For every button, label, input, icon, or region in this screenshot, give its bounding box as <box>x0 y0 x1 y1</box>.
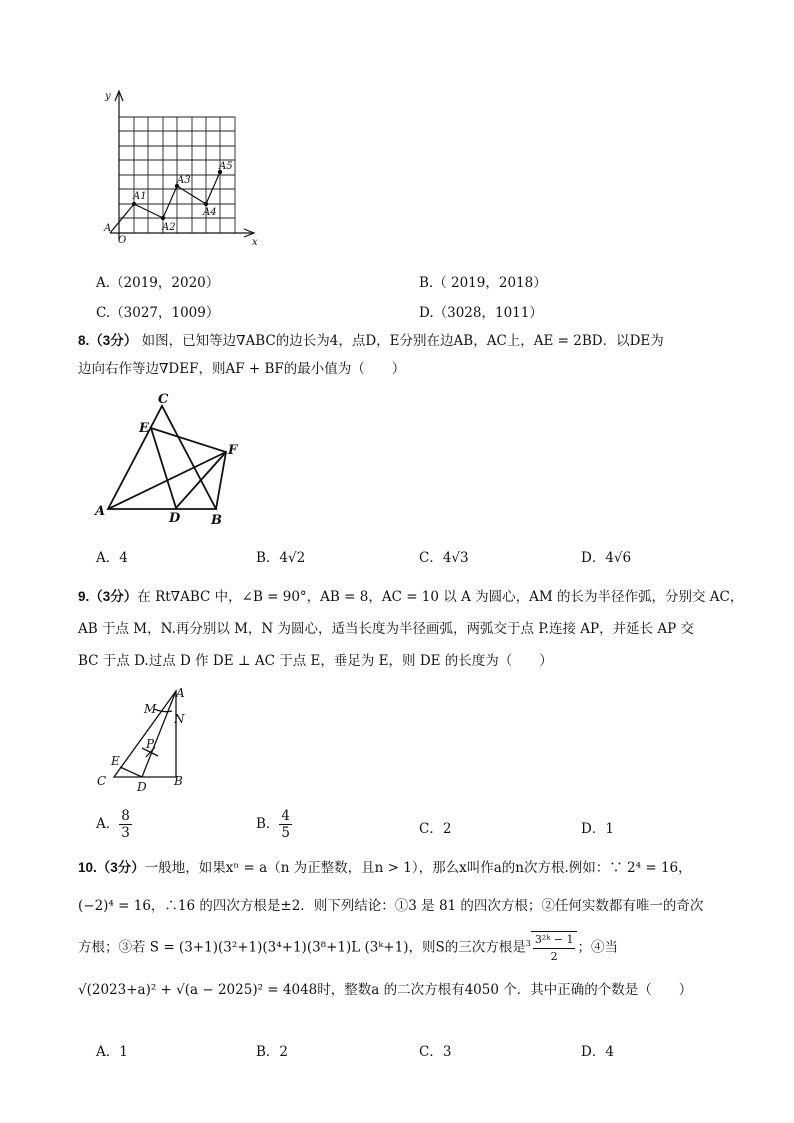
q7-option-d[interactable]: D.（3028，1011） <box>419 305 543 321</box>
q9-option-b-fraction <box>279 808 292 841</box>
q10-text-3a: 方根；③若 S = (3+1)(3²+1)(3⁴+1)(3⁸+1)L (3ᵏ+1)，则S的三次方根是 <box>78 939 526 956</box>
q8-option-b-value: 4√2 <box>279 550 306 566</box>
label-e: E <box>111 754 120 768</box>
q7-option-b[interactable]: B.（ 2019，2018） <box>419 275 547 291</box>
q9-triangle-figure <box>92 685 202 795</box>
q10-cube-root <box>531 931 578 965</box>
q9-text-3: BC 于点 D.过点 D 作 DE ⊥ AC 于点 E，垂足为 E，则 DE 的长度为（ ） <box>78 653 553 669</box>
label-c: C <box>97 774 107 788</box>
q8-option-b[interactable] <box>256 546 305 566</box>
q9-text-2: AB 于点 M，N.再分别以 M，N 为圆心，适当长度为半径画弧，两弧交于点 P.连接 AP，并延长 AP 交 <box>78 621 695 637</box>
q10-text-3b: ；④当 <box>577 939 618 956</box>
q9-option-a-prefix: A． <box>96 816 120 832</box>
q9-option-b-denominator: 5 <box>281 825 291 841</box>
q9-stem <box>78 583 754 675</box>
origin-label: O <box>118 235 127 246</box>
q10-line-1 <box>78 855 754 881</box>
q10-option-b[interactable]: B．2 <box>256 1044 289 1060</box>
y-axis-label: y <box>105 91 111 102</box>
q9-option-a[interactable] <box>96 808 132 841</box>
label-a3: A3 <box>177 175 191 186</box>
label-a: A <box>95 504 106 519</box>
q9-text-1: 在 Rt∇ABC 中，∠B = 90°，AB = 8，AC = 10 以 A 为圆心，AM 的长为半径作弧，分别交 AC， <box>137 589 744 605</box>
q10-text-2: (−2)⁴ = 16，∴16 的四次方根是±2．则下列结论：①3 是 81 的四次方根；②任何实数都有唯一的奇次 <box>78 898 704 914</box>
q10-option-d[interactable]: D．4 <box>581 1044 614 1060</box>
q9-option-a-fraction <box>119 808 132 841</box>
q8-option-d-prefix: D． <box>581 550 606 566</box>
label-e: E <box>139 421 149 436</box>
q8-option-c-value: 4√3 <box>442 550 469 566</box>
label-d: D <box>137 780 147 794</box>
q8-triangle-figure <box>92 392 247 532</box>
q9-line-1 <box>78 583 754 611</box>
q10-score: （3分） <box>96 860 145 875</box>
q9-option-a-numerator: 8 <box>121 808 130 824</box>
label-b: B <box>174 774 183 788</box>
q10-line-3: 方根；③若 S = (3+1)(3²+1)(3⁴+1)(3⁸+1)L (3ᵏ+1)，则S的三次方根是$^3$ $\frac{\text{3²ᵏ − 1}}{2}$ ；④当 <box>78 933 618 963</box>
q10-option-c[interactable]: C．3 <box>419 1044 452 1060</box>
q8-text-2: 边向右作等边∇DEF，则AF + BF的最小值为（ ） <box>78 361 406 377</box>
q9-option-b-prefix: B． <box>256 816 280 832</box>
point-a1 <box>132 202 136 206</box>
q8-number: 8. <box>78 333 90 348</box>
label-c: C <box>158 392 169 407</box>
q7-grid-figure <box>100 85 270 250</box>
q7-option-a[interactable]: A.（2019，2020） <box>96 275 220 291</box>
q10-root-denominator: 2 <box>550 950 558 963</box>
q10-number: 10. <box>78 860 97 875</box>
segment-af <box>108 452 226 509</box>
q9-option-c[interactable]: C．2 <box>419 821 452 837</box>
label-b: B <box>211 513 222 528</box>
perpendicular-de <box>120 767 142 777</box>
start-label: A <box>104 223 112 234</box>
q8-option-a[interactable]: A．4 <box>96 550 128 566</box>
q8-option-c-prefix: C． <box>419 550 443 566</box>
q8-option-c[interactable] <box>419 546 469 566</box>
q10-text-1: 一般地，如果xⁿ = a（n 为正整数，且n > 1），那么x叫作a的n次方根.例如：∵ 2⁴ = 16， <box>144 860 692 876</box>
q9-option-d[interactable]: D．1 <box>581 821 614 837</box>
label-a: A <box>176 686 185 700</box>
q8-score: （3分） <box>89 333 138 348</box>
q7-option-c[interactable]: C.（3027，1009） <box>96 305 220 321</box>
label-a1: A1 <box>133 191 147 202</box>
q8-option-d[interactable] <box>581 546 631 566</box>
point-a2 <box>161 216 165 220</box>
q9-number: 9. <box>78 589 90 604</box>
triangle-def <box>151 428 226 508</box>
q10-stem <box>78 855 754 1003</box>
q8-stem <box>78 327 754 383</box>
q8-text-1: 如图，已知等边∇ABC的边长为4，点D，E分别在边AB，AC上，AE = 2BD．以DE为 <box>141 333 664 349</box>
label-p: P <box>146 737 155 751</box>
q10-option-a[interactable]: A．1 <box>96 1044 128 1060</box>
x-axis-label: x <box>252 237 258 248</box>
q8-option-b-prefix: B． <box>256 550 280 566</box>
label-a5: A5 <box>219 161 233 172</box>
label-n: N <box>174 712 185 726</box>
q8-option-d-value: 4√6 <box>605 550 632 566</box>
q10-text-4: √(2023+a)² + √(a − 2025)² = 4048时，整数a 的二次方根有4050 个．其中正确的个数是（ ） <box>78 982 693 998</box>
q10-root-numerator: 3²ᵏ − 1 <box>533 932 576 949</box>
q9-score: （3分） <box>89 589 138 604</box>
label-d: D <box>169 511 181 526</box>
q8-line-1 <box>78 327 754 355</box>
label-f: F <box>228 443 238 458</box>
point-a4 <box>204 202 208 206</box>
q9-option-b[interactable] <box>256 808 292 841</box>
q9-option-a-denominator: 3 <box>121 825 130 841</box>
label-a2: A2 <box>162 222 176 233</box>
label-a4: A4 <box>203 207 217 218</box>
triangle-abc <box>108 406 216 509</box>
q9-option-b-numerator: 4 <box>281 808 291 824</box>
label-m: M <box>144 702 157 716</box>
